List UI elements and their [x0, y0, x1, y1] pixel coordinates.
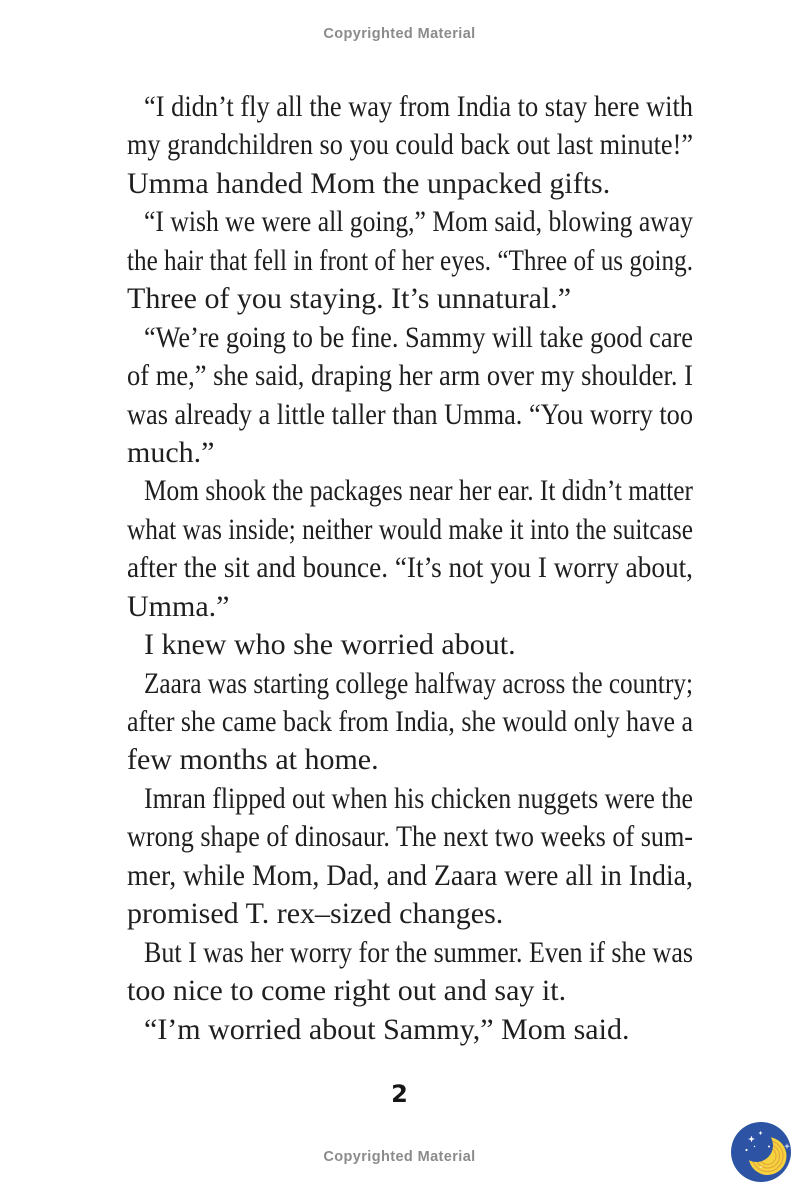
text-line: Imran flipped out when his chicken nuggets were the: [144, 781, 693, 815]
text-line: wrong shape of dinosaur. The next two weeks of sum-: [127, 820, 693, 854]
text-line: was already a little taller than Umma. “You worry too: [127, 397, 693, 431]
text-line: Zaara was starting college halfway across the country;: [144, 666, 693, 700]
copyright-notice-bottom: Copyrighted Material: [323, 1149, 476, 1165]
text-line: of me,” she said, draping her arm over my shoulder. I: [127, 359, 693, 393]
text-line: “I wish we were all going,” Mom said, blowing away: [144, 205, 693, 239]
text-line: few months at home.: [127, 743, 379, 777]
text-line: Mom shook the packages near her ear. It didn’t matter: [144, 474, 693, 508]
text-line: Umma.”: [127, 589, 230, 623]
text-line: “I didn’t fly all the way from India to stay here with: [144, 90, 693, 123]
text-line: promised T. rex–sized changes.: [127, 897, 504, 931]
text-line: But I was her worry for the summer. Even if she was: [144, 935, 693, 969]
text-line: after she came back from India, she would only have a: [127, 705, 693, 738]
text-line: too nice to come right out and say it.: [127, 974, 567, 1008]
text-line: much.”: [127, 435, 215, 469]
text-line: Umma handed Mom the unpacked gifts.: [127, 166, 611, 200]
book-text: [127, 88, 693, 1049]
text-line: the hair that fell in front of her eyes. “Three of us going.: [127, 243, 693, 277]
text-line: after the sit and bounce. “It’s not you I worry about,: [127, 551, 693, 585]
text-line: “I’m worried about Sammy,” Mom said.: [144, 1012, 630, 1046]
text-line: Three of you staying. It’s unnatural.”: [127, 282, 572, 316]
publisher-moon-logo: [729, 1120, 793, 1184]
text-line: I knew who she worried about.: [144, 628, 516, 662]
text-line: “We’re going to be fine. Sammy will take good care: [144, 320, 693, 354]
text-line: what was inside; neither would make it into the suitcase: [127, 512, 693, 546]
text-line: mer, while Mom, Dad, and Zaara were all in India,: [127, 858, 693, 892]
page-number: 2: [391, 1080, 408, 1108]
copyright-notice-top: Copyrighted Material: [323, 26, 476, 42]
text-line: my grandchildren so you could back out last minute!”: [127, 128, 693, 162]
